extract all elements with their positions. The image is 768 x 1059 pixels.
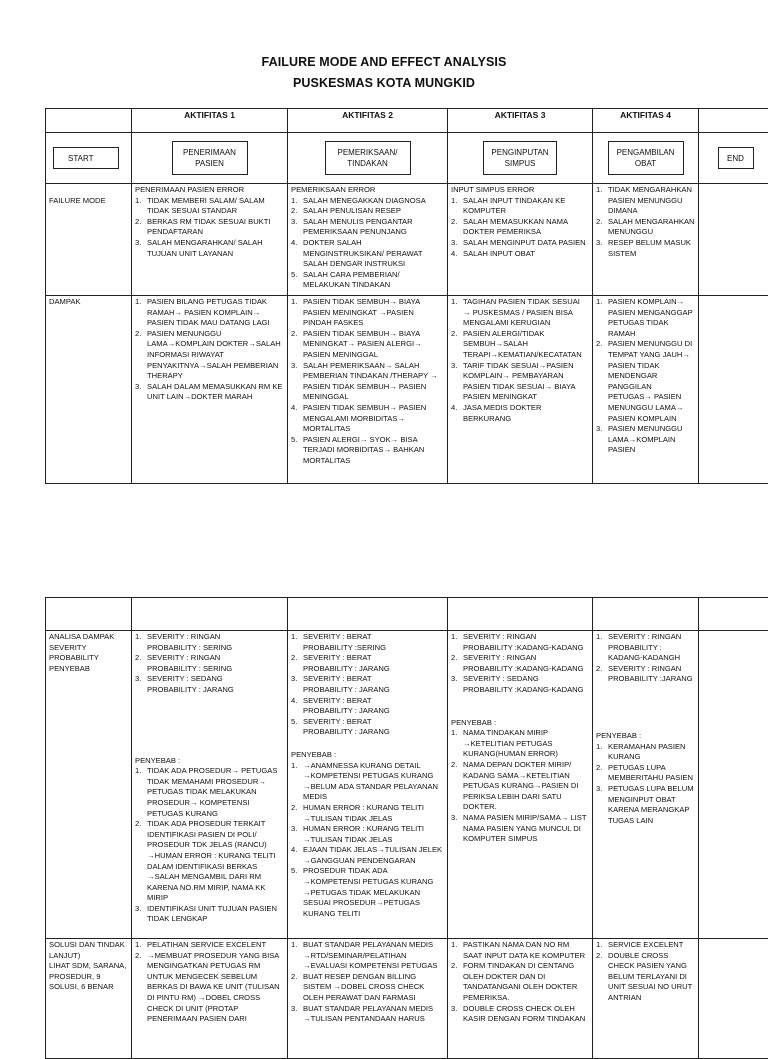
analisa-cell (593, 631, 699, 939)
list-item: 1. PASIEN KOMPLAIN→ PASIEN MENGANGGAP PETUGAS TIDAK RAMAH (596, 297, 695, 339)
document-title: FAILURE MODE AND EFFECT ANALYSIS (0, 55, 768, 69)
severity-item: 5. SEVERITY : BERAT PROBABILITY : JARANG (291, 717, 444, 738)
header-aktifitas-2: AKTIFITAS 2 (288, 109, 448, 133)
list-item: 3. SALAH PEMERIKSAAN→ SALAH PEMBERIAN TINDAKAN /THERAPY → PASIEN TIDAK SEMBUH→ PASIEN MENINGGAL (291, 361, 444, 403)
cause-item: 2. TIDAK ADA PROSEDUR TERKAIT IDENTIFIKASI PASIEN DI POLI/ PROSEDUR TDK JELAS (RANCU) →HUMAN ERROR : KURANG TELITI DALAM IDENTIFIKASI BERKAS →SALAH MENGAMBIL DARI RM KARENA NO.RM MIRIP, NAMA KK MIRIP (135, 819, 284, 904)
list-item: 4. JASA MEDIS DOKTER BERKURANG (451, 403, 589, 424)
start-box: START (53, 147, 119, 169)
numbered-list (291, 297, 444, 467)
cause-item: 3. HUMAN ERROR : KURANG TELITI →TULISAN TIDAK JELAS (291, 824, 444, 845)
list-item: 3. RESEP BELUM MASUK SISTEM (596, 238, 695, 259)
numbered-list (596, 632, 695, 685)
fmea-table-page-2 (45, 597, 768, 1059)
list-item: 4. DOKTER SALAH MENGINSTRUKSIKAN/ PERAWAT SALAH DENGAR INSTRUKSI (291, 238, 444, 270)
numbered-list (135, 297, 284, 403)
analisa-cell (448, 631, 593, 939)
dampak-cell (593, 296, 699, 484)
empty-header-row (46, 598, 768, 631)
document-subtitle: PUSKESMAS KOTA MUNGKID (0, 76, 768, 90)
solusi-row (46, 939, 768, 1059)
list-item: 2. PASIEN ALERGI/TIDAK SEMBUH→SALAH TERAPI→KEMATIAN/KECATATAN (451, 329, 589, 361)
analisa-cell (288, 631, 448, 939)
cell-heading: PEMERIKSAAN ERROR (291, 185, 444, 196)
cause-item: 5. PROSEDUR TIDAK ADA →KOMPETENSI PETUGAS KURANG →PETUGAS TIDAK MELAKUKAN SESUAI PROSEDUR→PETUGAS KURANG TELITI (291, 866, 444, 919)
row-label-dampak: DAMPAK (46, 296, 132, 484)
severity-item: 2. SEVERITY : RINGAN PROBABILITY :KADANG-KADANG (451, 653, 589, 674)
list-item: 1. PELATIHAN SERVICE EXCELENT (135, 940, 284, 951)
dampak-cell (132, 296, 288, 484)
numbered-list (596, 185, 695, 259)
numbered-list (135, 766, 284, 925)
fmea-table-page-1 (45, 108, 768, 484)
penyebab-heading: PENYEBAB : (291, 750, 444, 761)
numbered-list (451, 196, 589, 260)
cell-heading: PENERIMAAN PASIEN ERROR (135, 185, 284, 196)
empty-cell (699, 939, 768, 1059)
numbered-list (135, 632, 284, 696)
header-row (46, 109, 768, 133)
numbered-list (291, 940, 444, 1025)
list-item: 1. SALAH MENEGAKKAN DIAGNOSA (291, 196, 444, 207)
numbered-list (291, 632, 444, 738)
list-item: 1. PASTIKAN NAMA DAN NO RM SAAT INPUT DATA KE KOMPUTER (451, 940, 589, 961)
empty-cell (699, 631, 768, 939)
list-item: 1. SERVICE EXCELENT (596, 940, 695, 951)
cause-item: 4. EJAAN TIDAK JELAS→TULISAN JELEK →GANGGUAN PENDENGARAN (291, 845, 444, 866)
row-label-solusi: SOLUSI DAN TINDAK LANJUT) LIHAT SDM, SARANA, PROSEDUR, 9 SOLUSI, 6 BENAR (46, 939, 132, 1059)
numbered-list (135, 940, 284, 1025)
list-item: 4. PASIEN TIDAK SEMBUH→ PASIEN MENGALAMI MORBIDITAS→ MORTALITAS (291, 403, 444, 435)
list-item: 2. PASIEN TIDAK SEMBUH→ BIAYA MENINGKAT→ PASIEN ALERGI→ PASIEN MENINGGAL (291, 329, 444, 361)
cause-item: 1. KERAMAHAN PASIEN KURANG (596, 742, 695, 763)
numbered-list (596, 742, 695, 827)
penyebab-heading: PENYEBAB : (596, 731, 695, 742)
severity-item: 2. SEVERITY : BERAT PROBABILITY : JARANG (291, 653, 444, 674)
list-item: 3. SALAH MENULIS PENGANTAR PEMERIKSAAN PENUNJANG (291, 217, 444, 238)
list-item: 1. TIDAK MENGARAHKAN PASIEN MENUNGGU DIMANA (596, 185, 695, 217)
solusi-cell (288, 939, 448, 1059)
failure-mode-cell (448, 184, 593, 296)
numbered-list (451, 728, 589, 845)
list-item: 1. TIDAK MEMBERI SALAM/ SALAM TIDAK SESUAI STANDAR (135, 196, 284, 217)
list-item: 3. DOUBLE CROSS CHECK OLEH KASIR DENGAN FORM TINDAKAN (451, 1004, 589, 1025)
header-aktifitas-4: AKTIFITAS 4 (593, 109, 699, 133)
cause-item: 2. PETUGAS LUPA MEMBERITAHU PASIEN (596, 763, 695, 784)
solusi-cell (593, 939, 699, 1059)
severity-item: 3. SEVERITY : BERAT PROBABILITY : JARANG (291, 674, 444, 695)
dampak-row (46, 296, 768, 484)
row-label-failure-mode: FAILURE MODE (46, 184, 132, 296)
solusi-cell (132, 939, 288, 1059)
list-item: 3. TARIF TIDAK SESUAI→PASIEN KOMPLAIN→ PEMBAYARAN PASIEN TIDAK SESUAI→ BIAYA PASIEN MENINGKAT (451, 361, 589, 403)
numbered-list (451, 940, 589, 1025)
list-item: 3. SALAH DALAM MEMASUKKAN RM KE UNIT LAIN→DOKTER MARAH (135, 382, 284, 403)
list-item: 2. PASIEN MENUNGGU LAMA→KOMPLAIN DOKTER→SALAH INFORMASI RIWAYAT PENYAKITNYA→SALAH PEMBERIAN THERAPY (135, 329, 284, 382)
header-aktifitas-3: AKTIFITAS 3 (448, 109, 593, 133)
list-item: 2. →MEMBUAT PROSEDUR YANG BISA MENGINGATKAN PETUGAS RM UNTUK MENGECEK SEBELUM BERKAS DI BAWA KE UNIT (TULISAN DI PINTU RM) →DOBEL CROSS CHECK DI UNIT (PROTAP PENERIMAAN PASIEN DARI (135, 951, 284, 1025)
flow-row (46, 133, 768, 184)
severity-item: 2. SEVERITY : RINGAN PROBABILITY : SERING (135, 653, 284, 674)
numbered-list (596, 940, 695, 1004)
numbered-list (291, 761, 444, 920)
numbered-list (291, 196, 444, 291)
list-item: 2. BERKAS RM TIDAK SESUAI BUKTI PENDAFTARAN (135, 217, 284, 238)
numbered-list (451, 297, 589, 424)
dampak-cell (448, 296, 593, 484)
list-item: 1. BUAT STANDAR PELAYANAN MEDIS →RTD/SEMINAR/PELATIHAN →EVALUASI KOMPETENSI PETUGAS (291, 940, 444, 972)
solusi-cell (448, 939, 593, 1059)
severity-item: 3. SEVERITY : SEDANG PROBABILITY :KADANG-KADANG (451, 674, 589, 695)
list-item: 5. SALAH CARA PEMBERIAN/ MELAKUKAN TINDAKAN (291, 270, 444, 291)
list-item: 2. DOUBLE CROSS CHECK PASIEN YANG BELUM TERLAYANI DI UNIT SESUAI NO URUT ANTRIAN (596, 951, 695, 1004)
step-box-pemeriksaan: PEMERIKSAAN/ TINDAKAN (325, 141, 411, 175)
severity-item: 4. SEVERITY : BERAT PROBABILITY : JARANG (291, 696, 444, 717)
list-item: 3. PASIEN MENUNGGU LAMA→KOMPLAIN PASIEN (596, 424, 695, 456)
empty-cell (699, 184, 768, 296)
cause-item: 2. NAMA DEPAN DOKTER MIRIP/ KADANG SAMA→KETELITIAN PETUGAS KURANG→PASIEN DI PERIKSA LEBIH DARI SATU DOKTER. (451, 760, 589, 813)
numbered-list (451, 632, 589, 696)
failure-mode-cell (132, 184, 288, 296)
list-item: 3. BUAT STANDAR PELAYANAN MEDIS →TULISAN PENTANDAAN HARUS (291, 1004, 444, 1025)
list-item: 2. SALAH MENGARAHKAN MENUNGGU (596, 217, 695, 238)
severity-item: 1. SEVERITY : RINGAN PROBABILITY :KADANG-KADANG (451, 632, 589, 653)
list-item: 2. PASIEN MENUNGGU DI TEMPAT YANG JAUH→ PASIEN TIDAK MENDENGAR PANGGILAN PETUGAS→ PASIEN MENUNGGU LAMA→ PASIEN KOMPLAIN (596, 339, 695, 424)
list-item: 2. SALAH MEMASUKKAN NAMA DOKTER PEMERIKSA (451, 217, 589, 238)
step-box-pengambilan: PENGAMBILAN OBAT (608, 141, 684, 175)
cause-item: 1. NAMA TINDAKAN MIRIP →KETELITIAN PETUGAS KURANG(HUMAN ERROR) (451, 728, 589, 760)
cause-item: 3. PETUGAS LUPA BELUM MENGINPUT OBAT KARENA MERANGKAP TUGAS LAIN (596, 784, 695, 826)
severity-item: 1. SEVERITY : BERAT PROBABILITY :SERING (291, 632, 444, 653)
header-empty-cell (46, 109, 132, 133)
list-item: 1. TAGIHAN PASIEN TIDAK SESUAI → PUSKESMAS / PASIEN BISA MENGALAMI KERUGIAN (451, 297, 589, 329)
header-aktifitas-1: AKTIFITAS 1 (132, 109, 288, 133)
list-item: 1. PASIEN BILANG PETUGAS TIDAK RAMAH→ PASIEN KOMPLAIN→ PASIEN TIDAK MAU DATANG LAGI (135, 297, 284, 329)
list-item: 3. SALAH MENGARAHKAN/ SALAH TUJUAN UNIT LAYANAN (135, 238, 284, 259)
failure-mode-row (46, 184, 768, 296)
cause-item: 1. →ANAMNESSA KURANG DETAIL →KOMPETENSI PETUGAS KURANG →BELUM ADA STANDAR PELAYANAN MEDIS (291, 761, 444, 803)
analisa-cell (132, 631, 288, 939)
list-item: 2. BUAT RESEP DENGAN BILLING SISTEM →DOBEL CROSS CHECK OLEH PERAWAT DAN FARMASI (291, 972, 444, 1004)
cause-item: 2. HUMAN ERROR : KURANG TELITI →TULISAN TIDAK JELAS (291, 803, 444, 824)
step-box-penerimaan: PENERIMAAN PASIEN (172, 141, 248, 175)
empty-cell (699, 296, 768, 484)
row-label-analisa: ANALISA DAMPAK SEVERITY PROBABILITY PENYEBAB (46, 631, 132, 939)
numbered-list (596, 297, 695, 456)
penyebab-heading: PENYEBAB : (135, 756, 284, 767)
list-item: 5. PASIEN ALERGI→ SYOK→ BISA TERJADI MORBIDITAS→ BAHKAN MORTALITAS (291, 435, 444, 467)
severity-item: 1. SEVERITY : RINGAN PROBABILITY : KADANG-KADANGH (596, 632, 695, 664)
cause-item: 3. IDENTIFIKASI UNIT TUJUAN PASIEN TIDAK LENGKAP (135, 904, 284, 925)
list-item: 2. FORM TINDAKAN DI CENTANG OLEH DOKTER DAN DI TANDATANGANI OLEH DOKTER PEMERIKSA. (451, 961, 589, 1003)
penyebab-heading: PENYEBAB : (451, 718, 589, 729)
cell-heading: INPUT SIMPUS ERROR (451, 185, 589, 196)
dampak-cell (288, 296, 448, 484)
failure-mode-cell (593, 184, 699, 296)
failure-mode-cell (288, 184, 448, 296)
analisa-row (46, 631, 768, 939)
end-box: END (718, 147, 754, 169)
list-item: 2. SALAH PENULISAN RESEP (291, 206, 444, 217)
list-item: 1. PASIEN TIDAK SEMBUH→ BIAYA PASIEN MENINGKAT →PASIEN PINDAH FASKES (291, 297, 444, 329)
list-item: 3. SALAH MENGINPUT DATA PASIEN (451, 238, 589, 249)
list-item: 1. SALAH INPUT TINDAKAN KE KOMPUTER (451, 196, 589, 217)
cause-item: 1. TIDAK ADA PROSEDUR→ PETUGAS TIDAK MEMAHAMI PROSEDUR→ PETUGAS TIDAK MELAKUKAN PROSEDUR→ KOMPETENSI PETUGAS KURANG (135, 766, 284, 819)
step-box-penginputan: PENGINPUTAN SIMPUS (483, 141, 557, 175)
severity-item: 2. SEVERITY : RINGAN PROBABILITY :JARANG (596, 664, 695, 685)
list-item: 4. SALAH INPUT OBAT (451, 249, 589, 260)
severity-item: 1. SEVERITY : RINGAN PROBABILITY : SERING (135, 632, 284, 653)
cause-item: 3. NAMA PASIEN MIRIP/SAMA→ LIST NAMA PASIEN YANG MUNCUL DI KOMPUTER SIMPUS (451, 813, 589, 845)
header-end-cell (699, 109, 768, 133)
severity-item: 3. SEVERITY : SEDANG PROBABILITY : JARANG (135, 674, 284, 695)
numbered-list (135, 196, 284, 260)
